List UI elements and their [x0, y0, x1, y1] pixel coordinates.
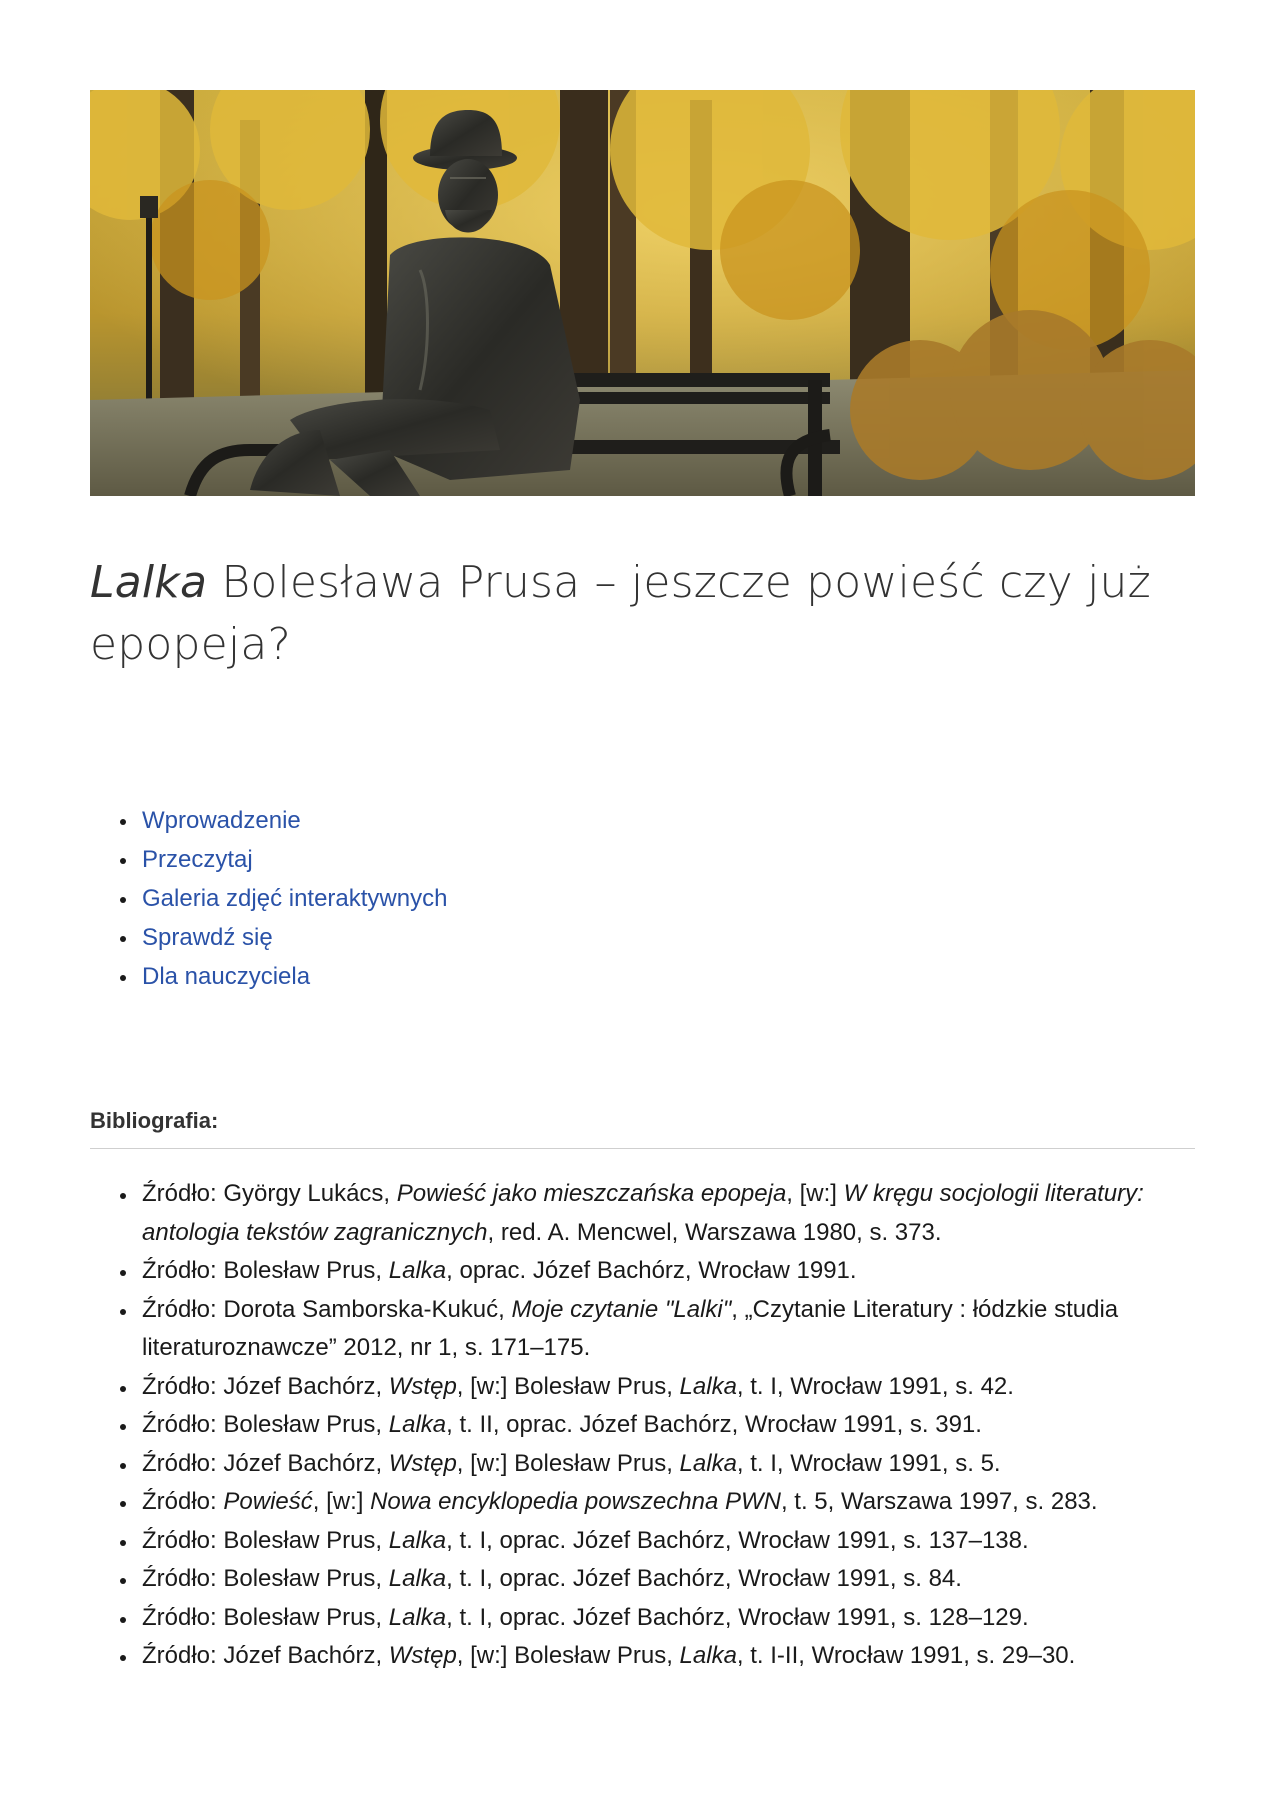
bibliography-item	[118, 1483, 1195, 1522]
bibliography-title-text: Lalka	[388, 1526, 447, 1554]
bibliography-list	[90, 1175, 1195, 1676]
bibliography-text: Źródło: Bolesław Prus,	[142, 1411, 389, 1438]
bibliography-item	[118, 1637, 1195, 1676]
nav-item-wprowadzenie	[118, 801, 1195, 840]
bibliography-text: Źródło: Józef Bachórz,	[142, 1642, 389, 1669]
bibliography-title-text: Lalka	[679, 1372, 737, 1400]
bibliography-text: , [w:] Bolesław Prus,	[456, 1449, 680, 1477]
bibliography-text: Źródło: Józef Bachórz,	[142, 1449, 389, 1477]
bibliography-text: , „Czytanie Literatury : łódzkie studia literaturoznawcze” 2012, nr 1, s. 171–175.	[142, 1295, 1119, 1361]
page	[90, 90, 1195, 1676]
bibliography-title-text: Lalka	[679, 1449, 737, 1477]
bibliography-item	[118, 1599, 1195, 1638]
bibliography-title-text: Lalka	[388, 1257, 447, 1284]
bibliography-title-text: W kręgu socjologii literatury: antologia tekstów zagranicznych	[142, 1180, 1144, 1246]
bibliography-item	[118, 1175, 1195, 1252]
bibliography-text: Źródło: Bolesław Prus,	[142, 1603, 389, 1631]
page-title	[90, 552, 1195, 676]
bibliography-text: , t. I, oprac. Józef Bachórz, Wrocław 1991, s. 137–138.	[446, 1526, 1029, 1554]
bibliography-title-text: Wstęp	[388, 1642, 457, 1669]
bibliography-text: , [w:]	[312, 1488, 371, 1515]
bibliography-item	[118, 1291, 1195, 1368]
bibliography-text: , [w:] Bolesław Prus,	[456, 1372, 680, 1400]
bibliography-title-text: Lalka	[388, 1565, 447, 1592]
hero-image	[90, 90, 1195, 496]
bibliography-title-text: Moje czytanie "Lalki"	[511, 1295, 732, 1323]
bibliography-text: , t. II, oprac. Józef Bachórz, Wrocław 1991, s. 391.	[446, 1411, 982, 1438]
bibliography-text: , t. I, Wrocław 1991, s. 42.	[736, 1372, 1014, 1400]
nav-link-galeria[interactable]: Galeria zdjęć interaktywnych	[142, 885, 448, 912]
title-italic: Lalka	[90, 557, 208, 608]
nav-link-sprawdz[interactable]: Sprawdź się	[142, 924, 273, 951]
bibliography-text: Źródło: Dorota Samborska-Kukuć,	[142, 1295, 512, 1323]
nav-item-dla-nauczyciela	[118, 957, 1195, 996]
bibliography-text: Źródło: György Lukács,	[142, 1180, 397, 1207]
bibliography-text: , t. I, oprac. Józef Bachórz, Wrocław 1991, s. 128–129.	[446, 1603, 1029, 1631]
bibliography-item	[118, 1252, 1195, 1291]
nav-item-przeczytaj	[118, 840, 1195, 879]
bibliography-item	[118, 1522, 1195, 1561]
bibliography-title-text: Wstęp	[388, 1449, 457, 1477]
bibliography-text: , t. 5, Warszawa 1997, s. 283.	[780, 1488, 1098, 1515]
bibliography-text: , t. I, oprac. Józef Bachórz, Wrocław 1991, s. 84.	[446, 1565, 962, 1592]
nav-item-sprawdz	[118, 918, 1195, 957]
bibliography-title-text: Lalka	[388, 1411, 447, 1438]
statue-photo-icon	[90, 90, 1195, 496]
bibliography-item	[118, 1445, 1195, 1484]
nav-link-wprowadzenie[interactable]: Wprowadzenie	[142, 807, 301, 834]
bibliography-title-text: Powieść	[223, 1488, 313, 1515]
bibliography-text: , oprac. Józef Bachórz, Wrocław 1991.	[446, 1257, 857, 1284]
bibliography-text: , red. A. Mencwel, Warszawa 1980, s. 373.	[487, 1218, 942, 1246]
bibliography-title-text: Lalka	[679, 1642, 737, 1669]
title-rest: Bolesława Prusa – jeszcze powieść czy już epopeja?	[90, 557, 1151, 670]
bibliography-title-text: Powieść jako mieszczańska epopeja	[396, 1180, 787, 1207]
bibliography-text: , t. I-II, Wrocław 1991, s. 29–30.	[736, 1642, 1076, 1669]
bibliography-title-text: Wstęp	[388, 1372, 457, 1400]
bibliography-heading: Bibliografia:	[90, 1108, 1195, 1149]
bibliography-text: Źródło:	[142, 1488, 224, 1515]
nav-item-galeria	[118, 879, 1195, 918]
bibliography-text: Źródło: Józef Bachórz,	[142, 1372, 389, 1400]
bibliography-item	[118, 1368, 1195, 1407]
section-nav	[90, 801, 1195, 996]
bibliography-text: , [w:]	[786, 1180, 844, 1207]
bibliography-item	[118, 1560, 1195, 1599]
bibliography-text: , [w:] Bolesław Prus,	[456, 1642, 680, 1669]
nav-link-przeczytaj[interactable]: Przeczytaj	[142, 846, 253, 873]
bibliography-text: Źródło: Bolesław Prus,	[142, 1526, 389, 1554]
bibliography-title-text: Nowa encyklopedia powszechna PWN	[370, 1488, 781, 1515]
bibliography-text: Źródło: Bolesław Prus,	[142, 1565, 389, 1592]
bibliography-text: , t. I, Wrocław 1991, s. 5.	[736, 1449, 1001, 1477]
bibliography-text: Źródło: Bolesław Prus,	[142, 1257, 389, 1284]
bibliography-item	[118, 1406, 1195, 1445]
bibliography-title-text: Lalka	[388, 1603, 447, 1631]
nav-link-dla-nauczyciela[interactable]: Dla nauczyciela	[142, 963, 311, 990]
